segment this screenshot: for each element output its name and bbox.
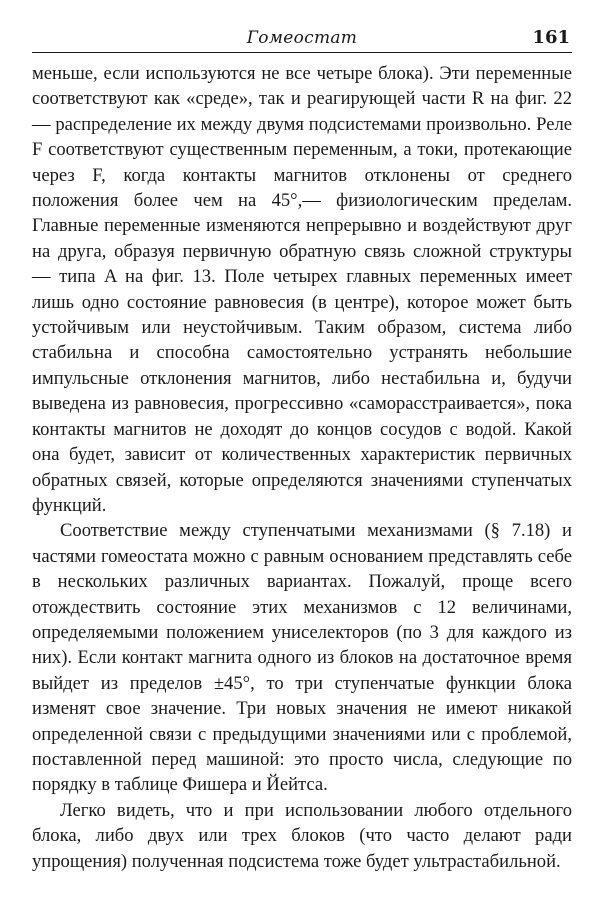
running-head xyxy=(32,22,572,53)
running-title: Гомеостат xyxy=(246,28,358,48)
page-number: 161 xyxy=(532,27,570,48)
paragraph-stepped-mechanisms: Соответствие между ступенчатыми механизмами (§ 7.18) и частями гомеостата можно с равным основанием представлять себе в нескольких различных вариантах. Пожалуй, проще всего отождествить состояние этих механизмов с 12 величинами, определяемыми положением униселекторов (по 3 для каждого из них). Если контакт магнита одного из блоков на достаточное время выйдет из пределов ±45°, то три ступенчатые функции блока изменят свое значение. Три новых значения не имеют никакой определенной связи с предыдущими значениями или с проблемой, поставленной перед машиной: это просто числа, следующие по порядку в таблице Фишера и Йейтса. xyxy=(32,520,572,796)
paragraph-ultrastable: Легко видеть, что и при использовании любого отдельного блока, либо двух или трех блоков (что часто делают ради упрощения) полученная подсистема тоже будет ультрастабильной. xyxy=(32,799,572,872)
book-page xyxy=(32,22,572,874)
body-text xyxy=(32,61,572,874)
paragraph-continued: меньше, если используются не все четыре блока). Эти переменные соответствуют как «среде», так и реагирующей части R на фиг. 22 — распределение их между двумя подсистемами произвольно. Реле F соответствуют существенным переменным, а токи, протекающие через F, когда контакты магнитов отклонены от среднего положения более чем на 45°,— физиологическим пределам. Главные переменные изменяются непрерывно и воздействуют друг на друга, образуя первичную обратную связь сложной структуры — типа A на фиг. 13. Поле четырех главных переменных имеет лишь одно состояние равновесия (в центре), которое может быть устойчивым или неустойчивым. Таким образом, система либо стабильна и способна самостоятельно устранять небольшие импульсные отклонения магнитов, либо нестабильна и, будучи выведена из равновесия, прогрессивно «саморасстраивается», пока контакты магнитов не доходят до концов сосудов с водой. Какой она будет, зависит от количественных характеристик первичных обратных связей, которые определяются значениями ступенчатых функций. xyxy=(32,63,572,516)
